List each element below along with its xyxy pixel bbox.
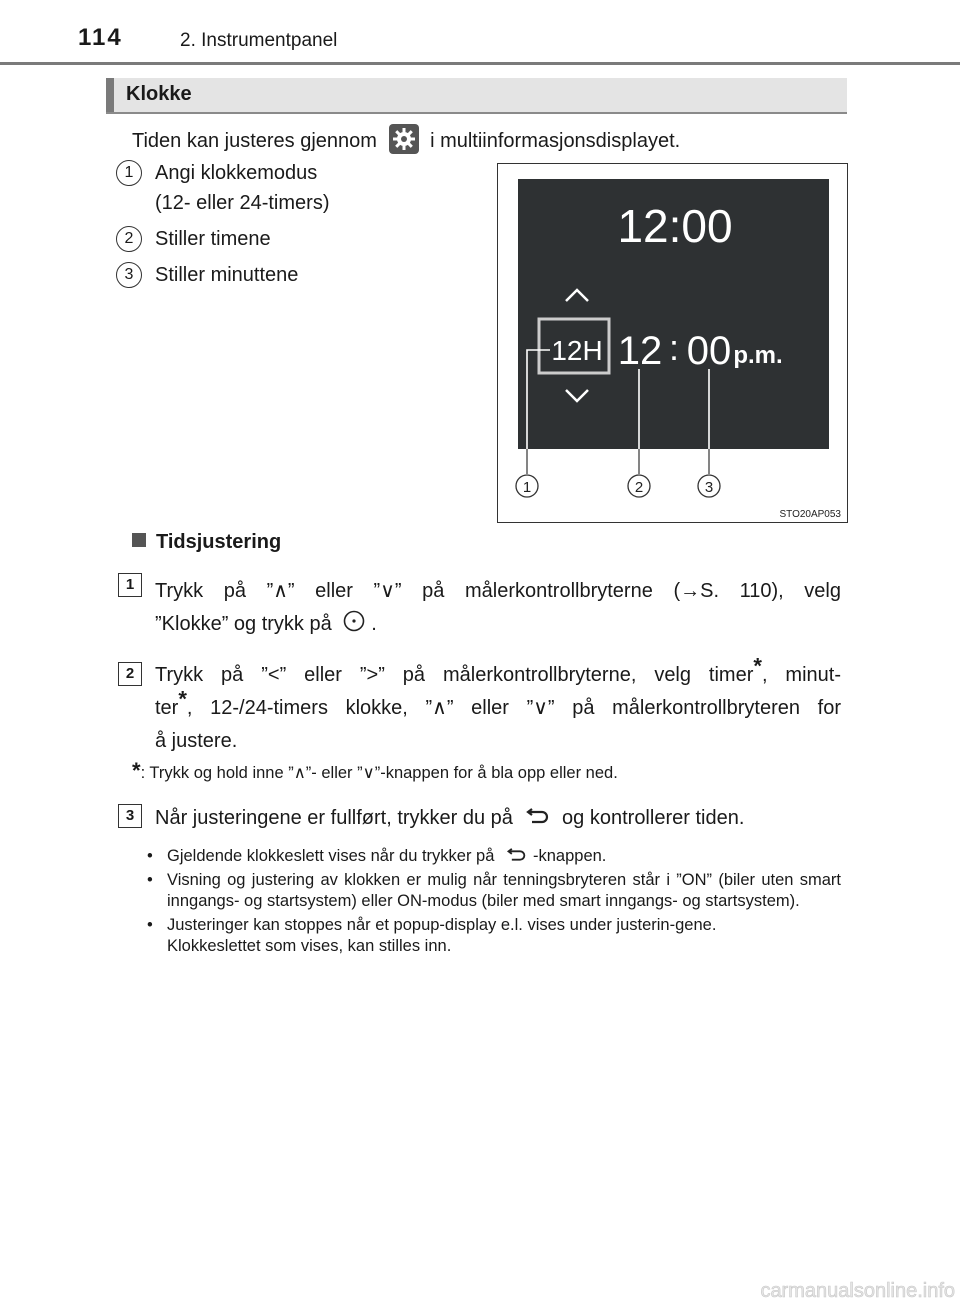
footnote: *: Trykk og hold inne ”∧”- eller ”∨”-knappen for å bla opp eller ned. [132, 758, 618, 783]
header-rule [0, 62, 960, 65]
section-tab [106, 78, 114, 112]
top-time: 12:00 [617, 200, 733, 252]
intro-after: i multiinformasjonsdisplayet. [430, 130, 681, 152]
step-number-1: 1 [118, 573, 142, 597]
svg-text:3: 3 [704, 479, 714, 496]
section-heading [106, 78, 847, 114]
intro-text [132, 124, 680, 154]
hour-value: 12 [617, 329, 663, 373]
minute-value: 00 [686, 329, 732, 373]
figure-code: STO20AP053 [779, 509, 841, 520]
step-number-2: 2 [118, 662, 142, 686]
subheading: Tidsjustering [132, 531, 281, 554]
legend-item-1: Angi klokkemodus (12- eller 24-timers) [155, 162, 330, 214]
svg-text:2: 2 [634, 479, 644, 496]
gear-icon [389, 124, 419, 154]
section-title: Klokke [126, 83, 192, 105]
step-text-1: Trykk på ”∧” eller ”∨” på målerkontrollbryterne (→S. 110), velg ”Klokke” og trykk på . [155, 580, 841, 635]
watermark [710, 1275, 960, 1305]
notes-list [147, 846, 841, 960]
back-icon [524, 808, 550, 826]
step-text-3: Når justeringene er fullført, trykker du på og kontrollerer tiden. [155, 807, 745, 829]
square-bullet-icon [132, 533, 146, 547]
legend-item-2: Stiller timene [155, 228, 271, 250]
legend-number-3: 3 [116, 262, 142, 288]
legend-item-3: Stiller minuttene [155, 264, 299, 286]
legend-number-1: 1 [116, 160, 142, 186]
clock-display-illustration [498, 164, 847, 522]
ampm-label: p.m. [733, 342, 783, 369]
mode-label: 12H [551, 335, 603, 366]
chapter-title: 2. Instrumentpanel [180, 30, 338, 51]
intro-before: Tiden kan justeres gjennom [132, 130, 377, 152]
back-icon [505, 848, 527, 863]
page-number: 114 [78, 24, 123, 51]
svg-text:carmanualsonline.info: carmanualsonline.info [760, 1280, 955, 1302]
step-number-3: 3 [118, 804, 142, 828]
legend-number-2: 2 [116, 226, 142, 252]
ok-button-icon [343, 610, 365, 632]
note-item: • Justeringer kan stoppes når et popup-display e.l. vises under justerin-gene. Klokkeslettet som vises, kan stilles inn. [147, 916, 717, 955]
svg-text:1: 1 [522, 479, 532, 496]
step-text-2: Trykk på ”<” eller ”>” på målerkontrollbryterne, velg timer*, minut- ter*, 12-/24-timers klokke, ”∧” eller ”∨” på målerkontrollbryteren for å justere. [155, 653, 841, 752]
note-item: • Visning og justering av klokken er mulig når tenningsbryteren står i ”ON” (biler uten smart inngangs- og startsystem) eller ON-modus (biler med smart inngangs- og startsystem). [147, 871, 841, 910]
note-item: • Gjeldende klokkeslett vises når du trykker på -knappen. [147, 847, 607, 865]
clock-figure [497, 163, 848, 523]
time-separator: : [668, 327, 680, 368]
